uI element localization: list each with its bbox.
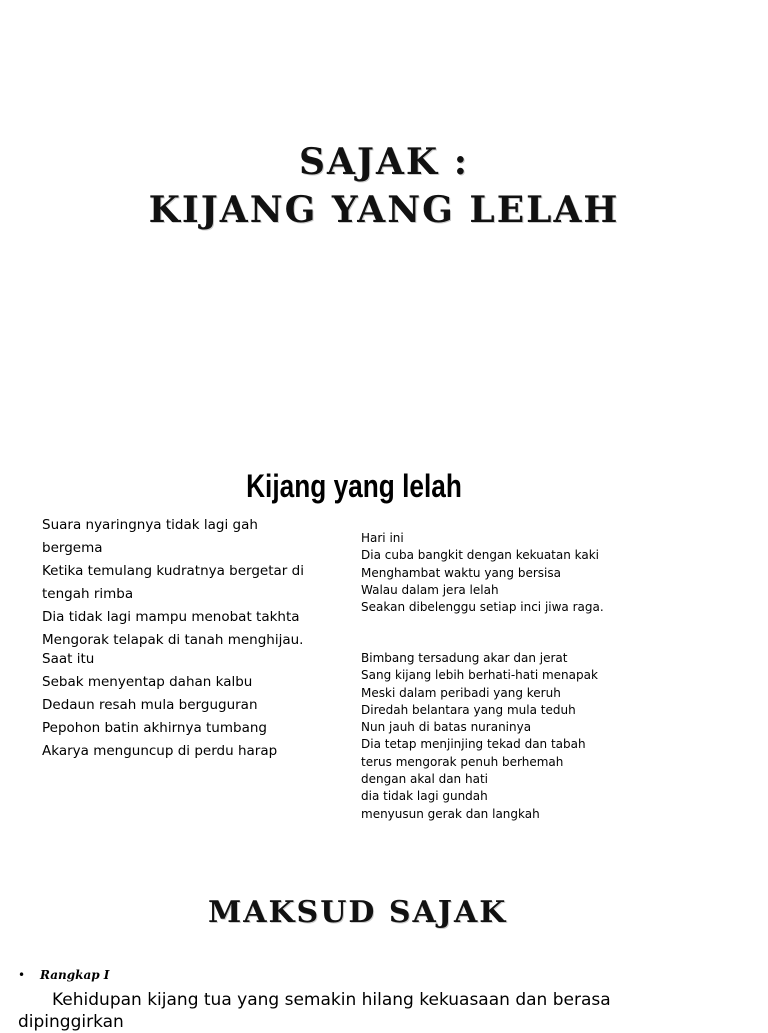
- stanza-4: [361, 650, 598, 823]
- bullet-icon: •: [18, 968, 26, 982]
- verse-line: Dia tidak lagi mampu menobat takhta: [42, 609, 300, 625]
- verse-line: Ketika temulang kudratnya bergetar di tengah rimba: [42, 563, 304, 602]
- verse-line: Pepohon batin akhirnya tumbang: [42, 720, 267, 736]
- stanza-3: [361, 530, 604, 616]
- rangkap-list-item: [18, 968, 109, 982]
- verse-line: Suara nyaringnya tidak lagi gah bergema: [42, 517, 258, 556]
- verse-line: Dia tetap menjinjing tekad dan tabah: [361, 737, 586, 752]
- verse-line: Dia cuba bangkit dengan kekuatan kaki: [361, 548, 600, 563]
- verse-line: Dedaun resah mula berguguran: [42, 697, 258, 713]
- poem-title: Kijang yang lelah: [246, 468, 462, 504]
- verse-line: Akarya menguncup di perdu harap: [42, 743, 278, 759]
- verse-line: menyusun gerak dan langkah: [361, 806, 540, 821]
- verse-line: dia tidak lagi gundah: [361, 789, 488, 804]
- verse-line: Seakan dibelenggu setiap inci jiwa raga.: [361, 600, 604, 615]
- document-title: [0, 138, 768, 234]
- verse-line: Diredah belantara yang mula teduh: [361, 702, 576, 717]
- verse-line: Walau dalam jera lelah: [361, 582, 499, 597]
- verse-line: Saat itu: [42, 651, 95, 667]
- verse-line: Bimbang tersadung akar dan jerat: [361, 651, 568, 665]
- verse-line: Mengorak telapak di tanah menghijau.: [42, 632, 304, 648]
- rangkap-meaning: Kehidupan kijang tua yang semakin hilang kekuasaan dan berasa dipinggirkan: [18, 990, 611, 1032]
- section-heading: MAKSUD SAJAK: [208, 895, 508, 930]
- verse-line: Meski dalam peribadi yang keruh: [361, 685, 561, 700]
- title-line-1: SAJAK :: [298, 141, 469, 183]
- verse-line: dengan akal dan hati: [361, 772, 488, 787]
- verse-line: Menghambat waktu yang bersisa: [361, 565, 561, 580]
- verse-line: Sebak menyentap dahan kalbu: [42, 674, 253, 690]
- verse-line: Nun jauh di batas nuraninya: [361, 720, 532, 735]
- rangkap-label: Rangkap I: [40, 968, 110, 982]
- verse-line: Hari ini: [361, 531, 404, 545]
- verse-line: terus mengorak penuh berhemah: [361, 754, 564, 769]
- stanza-1: [42, 514, 322, 652]
- stanza-2: [42, 648, 322, 763]
- verse-line: Sang kijang lebih berhati-hati menapak: [361, 668, 598, 683]
- title-line-2: KIJANG YANG LELAH: [148, 189, 620, 231]
